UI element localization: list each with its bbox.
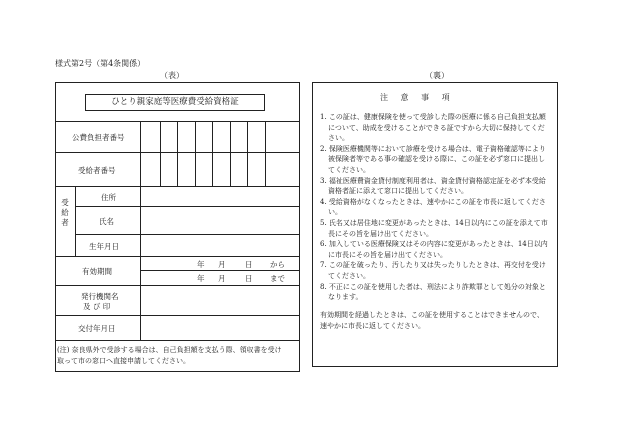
valid-from-month: 月 — [218, 260, 226, 269]
issuer-label: 発行機関名 — [81, 292, 119, 301]
notes-item: 7. この証を破ったり、汚したり又は失ったりしたときは、再交付を受けてください。 — [320, 261, 546, 280]
issue-date-label: 交付年月日 — [78, 324, 116, 333]
notes-item: 2. 保険医療機関等において診療を受ける場合は、電子資格確認等により被保険者等である事の確認を受ける際に、この証を必ず窓口に提出してください。 — [320, 144, 546, 174]
column-divider — [75, 186, 76, 256]
valid-until-month: 月 — [218, 274, 226, 283]
row-divider — [55, 186, 300, 187]
issuer-seal-label: 及 び 印 — [83, 302, 111, 311]
payer-number-label: 公費負担者番号 — [72, 133, 125, 142]
row-divider — [55, 340, 300, 341]
digit-divider — [212, 121, 213, 186]
digit-divider — [160, 121, 161, 186]
certificate-title: ひとり親家庭等医療費受給資格証 — [85, 94, 265, 111]
notes-title: 注 意 事 項 — [380, 93, 455, 102]
notes-item: 4. 受給資格がなくなったときは、速やかにこの証を市長に返してください。 — [320, 197, 546, 217]
row-divider — [55, 315, 300, 316]
digit-divider — [247, 121, 248, 186]
digit-divider — [265, 121, 266, 186]
digit-divider — [230, 121, 231, 186]
recipient-group-label: 受給者 — [61, 198, 69, 227]
notes-item: 6. 加入している医療保険又はその内容に変更があったときは、14日以内に市長にその旨を届け出てください。 — [320, 240, 548, 259]
validity-label: 有効期間 — [82, 267, 112, 276]
row-divider — [55, 285, 300, 286]
form-number: 様式第2号（第4条関係） — [55, 59, 146, 68]
row-divider — [75, 234, 300, 235]
birthdate-label: 生年月日 — [89, 242, 119, 251]
notes-list — [320, 112, 550, 303]
row-divider — [75, 206, 300, 207]
row-divider-thin — [140, 270, 300, 271]
closing-note: 有効期間を経過したときは、この証を使用することはできませんので、速やかに市長に返してください。 — [320, 311, 544, 330]
digit-divider — [177, 121, 178, 186]
valid-until-year: 年 — [197, 274, 205, 283]
name-label: 氏名 — [99, 217, 114, 226]
valid-from-day: 日 — [245, 260, 253, 269]
front-side-label: （表） — [160, 71, 184, 80]
back-side-label: （裏） — [425, 71, 449, 80]
notes-item: 3. 福祉医療費資金貸付制度利用者は、資金貸付資格認定証を必ず本受給資格者証に添えて窓口に提出してください。 — [320, 176, 546, 196]
notes-item: 5. 氏名又は居住地に変更があったときは、14日以内にこの証を添えて市長にその旨を届け出てください。 — [320, 218, 548, 238]
row-divider — [55, 256, 300, 257]
valid-from-year: 年 — [197, 260, 205, 269]
front-note: (注) 奈良県外で受診する場合は、自己負担額を支払う際、領収書を受け取って市の窓口へ直接申請してください。 — [57, 346, 282, 365]
valid-from-label: から — [270, 260, 285, 269]
column-divider — [140, 121, 141, 340]
address-label: 住所 — [101, 193, 116, 202]
notes-item: 8. 不正にこの証を使用した者は、刑法により詐欺罪として処分の対象となります。 — [320, 282, 546, 302]
notes-item: 1. この証は、健康保険を使って受診した際の医療に係る自己負担支払額について、助成を受けることができる証ですから大切に保持してください。 — [320, 113, 546, 143]
digit-divider — [195, 121, 196, 186]
recipient-number-label: 受給者番号 — [78, 166, 116, 175]
valid-until-day: 日 — [245, 274, 253, 283]
valid-until-label: まで — [270, 274, 285, 283]
